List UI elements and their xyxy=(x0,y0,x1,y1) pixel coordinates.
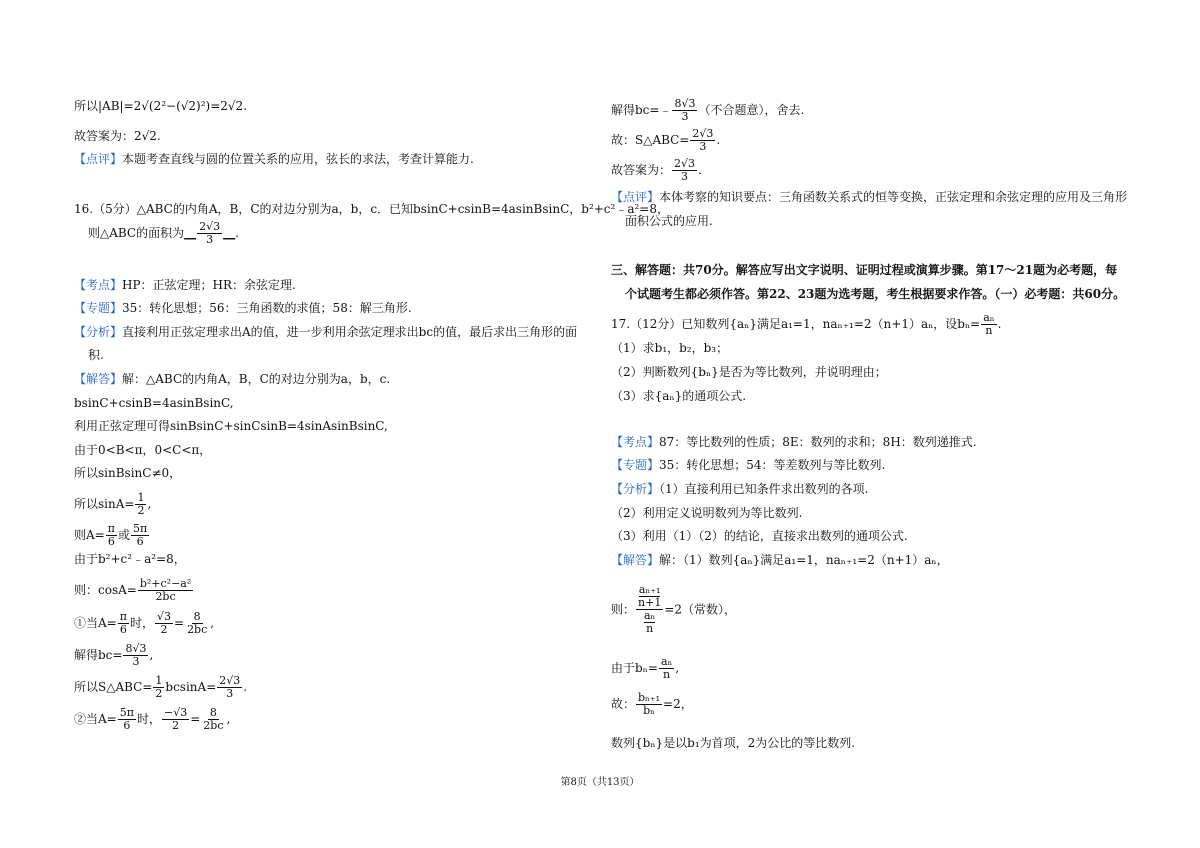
text-line: 所以|AB|=2√(2²−(√2)²)=2√2. xyxy=(74,99,248,113)
math-line: 则A= $\frac{\pi}{6}$ 或 $\frac{5\pi}{6}$ xyxy=(74,522,148,548)
text-line: bsinC+csinB=4asinBsinC, xyxy=(74,396,234,410)
kaodian-tag: 【考点】 xyxy=(611,435,660,449)
text-line: 故答案为：2√2. xyxy=(74,129,161,143)
text: 则△ABC的面积为 xyxy=(88,226,185,240)
text-line: （1）求b₁，b₂，b₃； xyxy=(611,341,729,355)
fenxi-line xyxy=(611,481,868,497)
math-line: 则：cosA= $\frac{\text{b²+c²−a²}}{2bc}$ xyxy=(74,577,192,603)
question-16-line2: 则△ABC的面积为__ $\frac{2√3}{3}$ __. xyxy=(88,220,239,246)
text-line: 由于b²+c²﹣a²=8， xyxy=(74,552,186,566)
math-line: 故答案为： $\frac{2√3}{3}$ . xyxy=(611,157,702,183)
jieda-line xyxy=(74,371,390,387)
text: 本体考察的知识要点：三角函数关系式的恒等变换，正弦定理和余弦定理的应用及三角形 xyxy=(659,190,1128,204)
jieda-line xyxy=(611,552,949,568)
jieda-tag: 【解答】 xyxy=(611,553,660,567)
math-line: 由于bₙ= $\frac{\text{aₙ}}{n}$ , xyxy=(611,655,680,681)
comment-tag: 【点评】 xyxy=(74,152,123,166)
text: 解：（1）数列{aₙ}满足a₁=1，naₙ₊₁=2（n+1）aₙ， xyxy=(659,553,949,567)
text-line: 面积公式的应用. xyxy=(625,214,713,228)
text: 本题考查直线与圆的位置关系的应用，弦长的求法，考查计算能力. xyxy=(122,152,474,166)
section-heading: 个试题考生都必须作答。第22、23题为选考题，考生根据要求作答。（一）必考题：共60分。 xyxy=(625,287,1126,301)
fenxi-line xyxy=(74,324,577,340)
kaodian-line xyxy=(74,277,296,293)
text-line: 由于0<B<π，0<C<π， xyxy=(74,443,212,457)
text: 87：等比数列的性质；8E：数列的求和；8H：数列递推式. xyxy=(659,435,977,449)
math-line: ②当A= $\frac{5\pi}{6}$ 时， $\frac{-√3}{2}$ = $\frac{8}{2bc}$ , xyxy=(74,706,231,732)
text-line: 数列{bₙ}是以b₁为首项，2为公比的等比数列. xyxy=(611,736,856,750)
answer-fraction: $\frac{2√3}{3}$ xyxy=(199,220,221,246)
text: 35：转化思想；54：等差数列与等比数列. xyxy=(659,458,886,472)
math-line: 解得bc=﹣ $\frac{8√3}{3}$ （不合题意），舍去. xyxy=(611,97,805,123)
jieda-tag: 【解答】 xyxy=(74,372,123,386)
math-line: 故：S△ABC= $\frac{2√3}{3}$ . xyxy=(611,127,721,153)
question-16-line1: 16.（5分）△ABC的内角A，B，C的对边分别为a，b，c．已知bsinC+csinB=4asinBsinC，b²+c²﹣a²=8， xyxy=(74,202,669,216)
comment-tag: 【点评】 xyxy=(611,190,660,204)
section-heading: 三、解答题：共70分。解答应写出文字说明、证明过程或演算步骤。第17～21题为必考题，每 xyxy=(611,263,1118,277)
fenxi-tag: 【分析】 xyxy=(611,482,660,496)
zhuanti-tag: 【专题】 xyxy=(74,301,123,315)
page-footer: 第8页（共13页） xyxy=(560,777,640,788)
math-line: 所以S△ABC= $\frac{1}{2}$ bcsinA= $\frac{2√3}{3}$ . xyxy=(74,674,248,700)
fenxi-tag: 【分析】 xyxy=(74,325,123,339)
text: 35：转化思想；56：三角函数的求值；58：解三角形. xyxy=(122,301,412,315)
math-line: 所以sinA= $\frac{1}{2}$ , xyxy=(74,491,152,517)
text-line: 所以sinBsinC≠0， xyxy=(74,466,182,480)
question-17: 17.（12分）已知数列{aₙ}满足a₁=1，naₙ₊₁=2（n+1）aₙ，设bₙ= $\frac{\text{aₙ}}{n}$ . xyxy=(611,311,1002,337)
text-line: （2）利用定义说明数列为等比数列. xyxy=(611,506,803,520)
text: 解：△ABC的内角A，B，C的对边分别为a，b，c. xyxy=(122,372,391,386)
text-line: （2）判断数列{bₙ}是否为等比数列，并说明理由； xyxy=(611,365,887,379)
zhuanti-line xyxy=(611,457,885,473)
text-line: 积. xyxy=(88,348,104,362)
text: HP：正弦定理；HR：余弦定理. xyxy=(122,278,296,292)
zhuanti-line xyxy=(74,300,412,316)
math-line: 则： aₙ₊₁ n+1 aₙ n =2（常数）， xyxy=(611,583,737,635)
math-line: 解得bc= $\frac{8√3}{3}$ , xyxy=(74,642,154,668)
kaodian-line xyxy=(611,434,977,450)
text: （1）直接利用已知条件求出数列的各项. xyxy=(659,482,869,496)
zhuanti-tag: 【专题】 xyxy=(611,458,660,472)
text: 直接利用正弦定理求出A的值，进一步利用余弦定理求出bc的值，最后求出三角形的面 xyxy=(122,325,578,339)
text-line: （3）求{aₙ}的通项公式. xyxy=(611,389,747,403)
comment-line xyxy=(611,189,1127,205)
math-line: ①当A= $\frac{\pi}{6}$ 时， $\frac{√3}{2}$ = $\frac{8}{2bc}$ , xyxy=(74,610,215,636)
text-line: 利用正弦定理可得sinBsinC+sinCsinB=4sinAsinBsinC, xyxy=(74,419,388,433)
text-line: （3）利用（1）（2）的结论，直接求出数列的通项公式. xyxy=(611,529,908,543)
math-line: 故： $\frac{\text{bₙ₊₁}}{\text{bₙ}}$ =2， xyxy=(611,691,693,717)
comment-line xyxy=(74,151,474,167)
kaodian-tag: 【考点】 xyxy=(74,278,123,292)
